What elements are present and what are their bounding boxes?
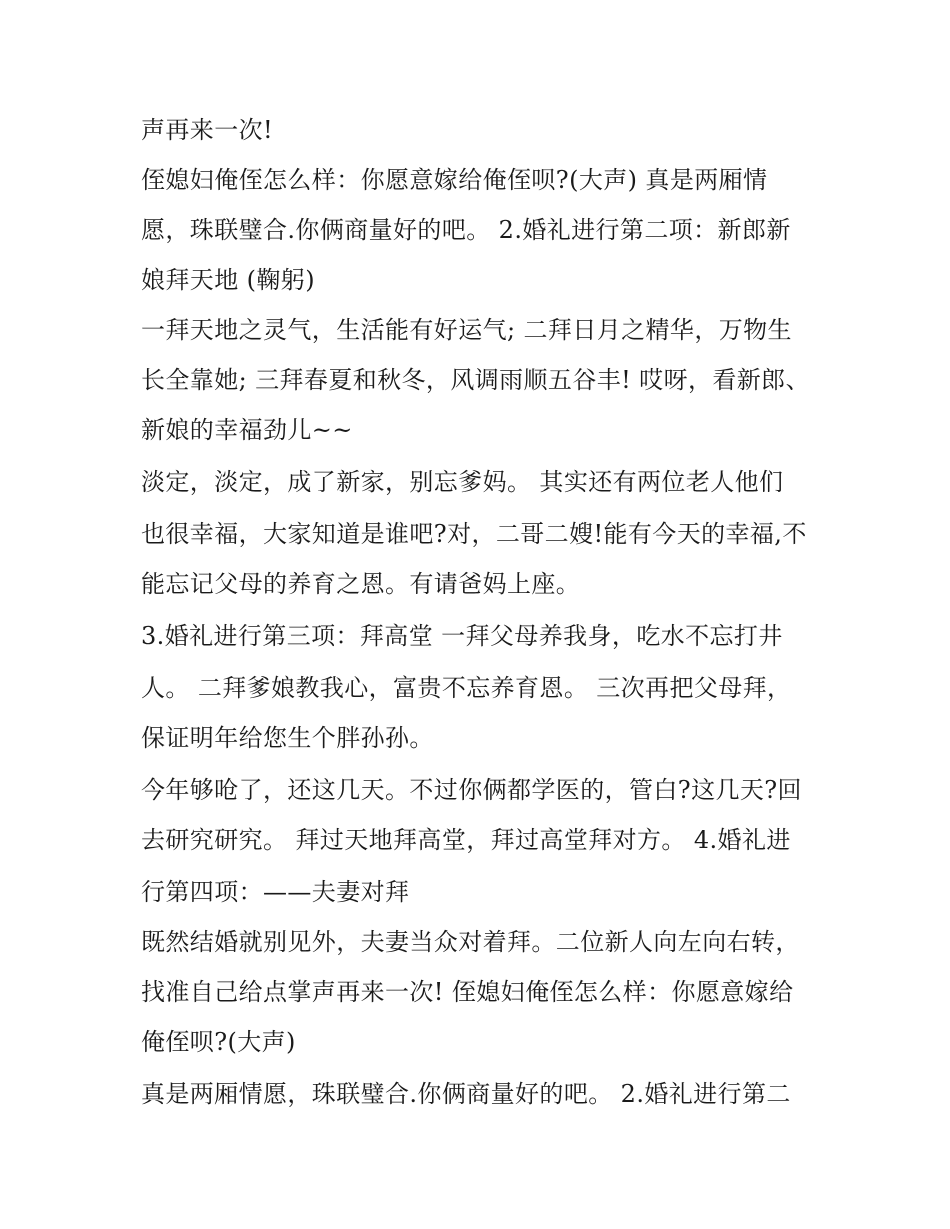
text-line: 娘拜天地 (鞠躬)	[141, 266, 315, 294]
text-line: 俺侄呗?(大声)	[141, 1028, 296, 1056]
text-line: 找准自己给点掌声再来一次! 侄媳妇俺侄怎么样：你愿意嫁给	[141, 978, 794, 1006]
text-line: 一拜天地之灵气，生活能有好运气; 二拜日月之精华，万物生	[141, 316, 792, 344]
text-line: 愿，珠联璧合.你俩商量好的吧。 2.婚礼进行第二项：新郎新	[141, 216, 791, 244]
text-line: 既然结婚就别见外，夫妻当众对着拜。二位新人向左向右转，	[141, 928, 800, 956]
text-line: 去研究研究。 拜过天地拜高堂，拜过高堂拜对方。 4.婚礼进	[141, 826, 791, 854]
text-line: 也很幸福，大家知道是谁吧?对，二哥二嫂!能有今天的幸福,不	[141, 520, 807, 548]
text-line: 行第四项：——夫妻对拜	[141, 878, 410, 906]
text-line: 新娘的幸福劲儿~~	[141, 416, 353, 444]
text-line: 人。 二拜爹娘教我心，富贵不忘养育恩。 三次再把父母拜，	[141, 674, 792, 702]
text-line: 保证明年给您生个胖孙孙。	[141, 724, 434, 752]
text-line: 声再来一次!	[141, 116, 274, 144]
text-line: 3.婚礼进行第三项：拜高堂 一拜父母养我身，吃水不忘打井	[141, 622, 783, 650]
text-line: 侄媳妇俺侄怎么样：你愿意嫁给俺侄呗?(大声) 真是两厢情	[141, 166, 768, 194]
text-line: 淡定，淡定，成了新家，别忘爹妈。 其实还有两位老人他们	[141, 468, 784, 496]
text-line: 真是两厢情愿，珠联璧合.你俩商量好的吧。 2.婚礼进行第二	[141, 1080, 791, 1108]
text-line: 长全靠她; 三拜春夏和秋冬，风调雨顺五谷丰! 哎呀，看新郎、	[141, 366, 810, 394]
text-line: 能忘记父母的养育之恩。有请爸妈上座。	[141, 570, 581, 598]
text-line: 今年够呛了，还这几天。不过你俩都学医的，管白?这几天?回	[141, 776, 802, 804]
